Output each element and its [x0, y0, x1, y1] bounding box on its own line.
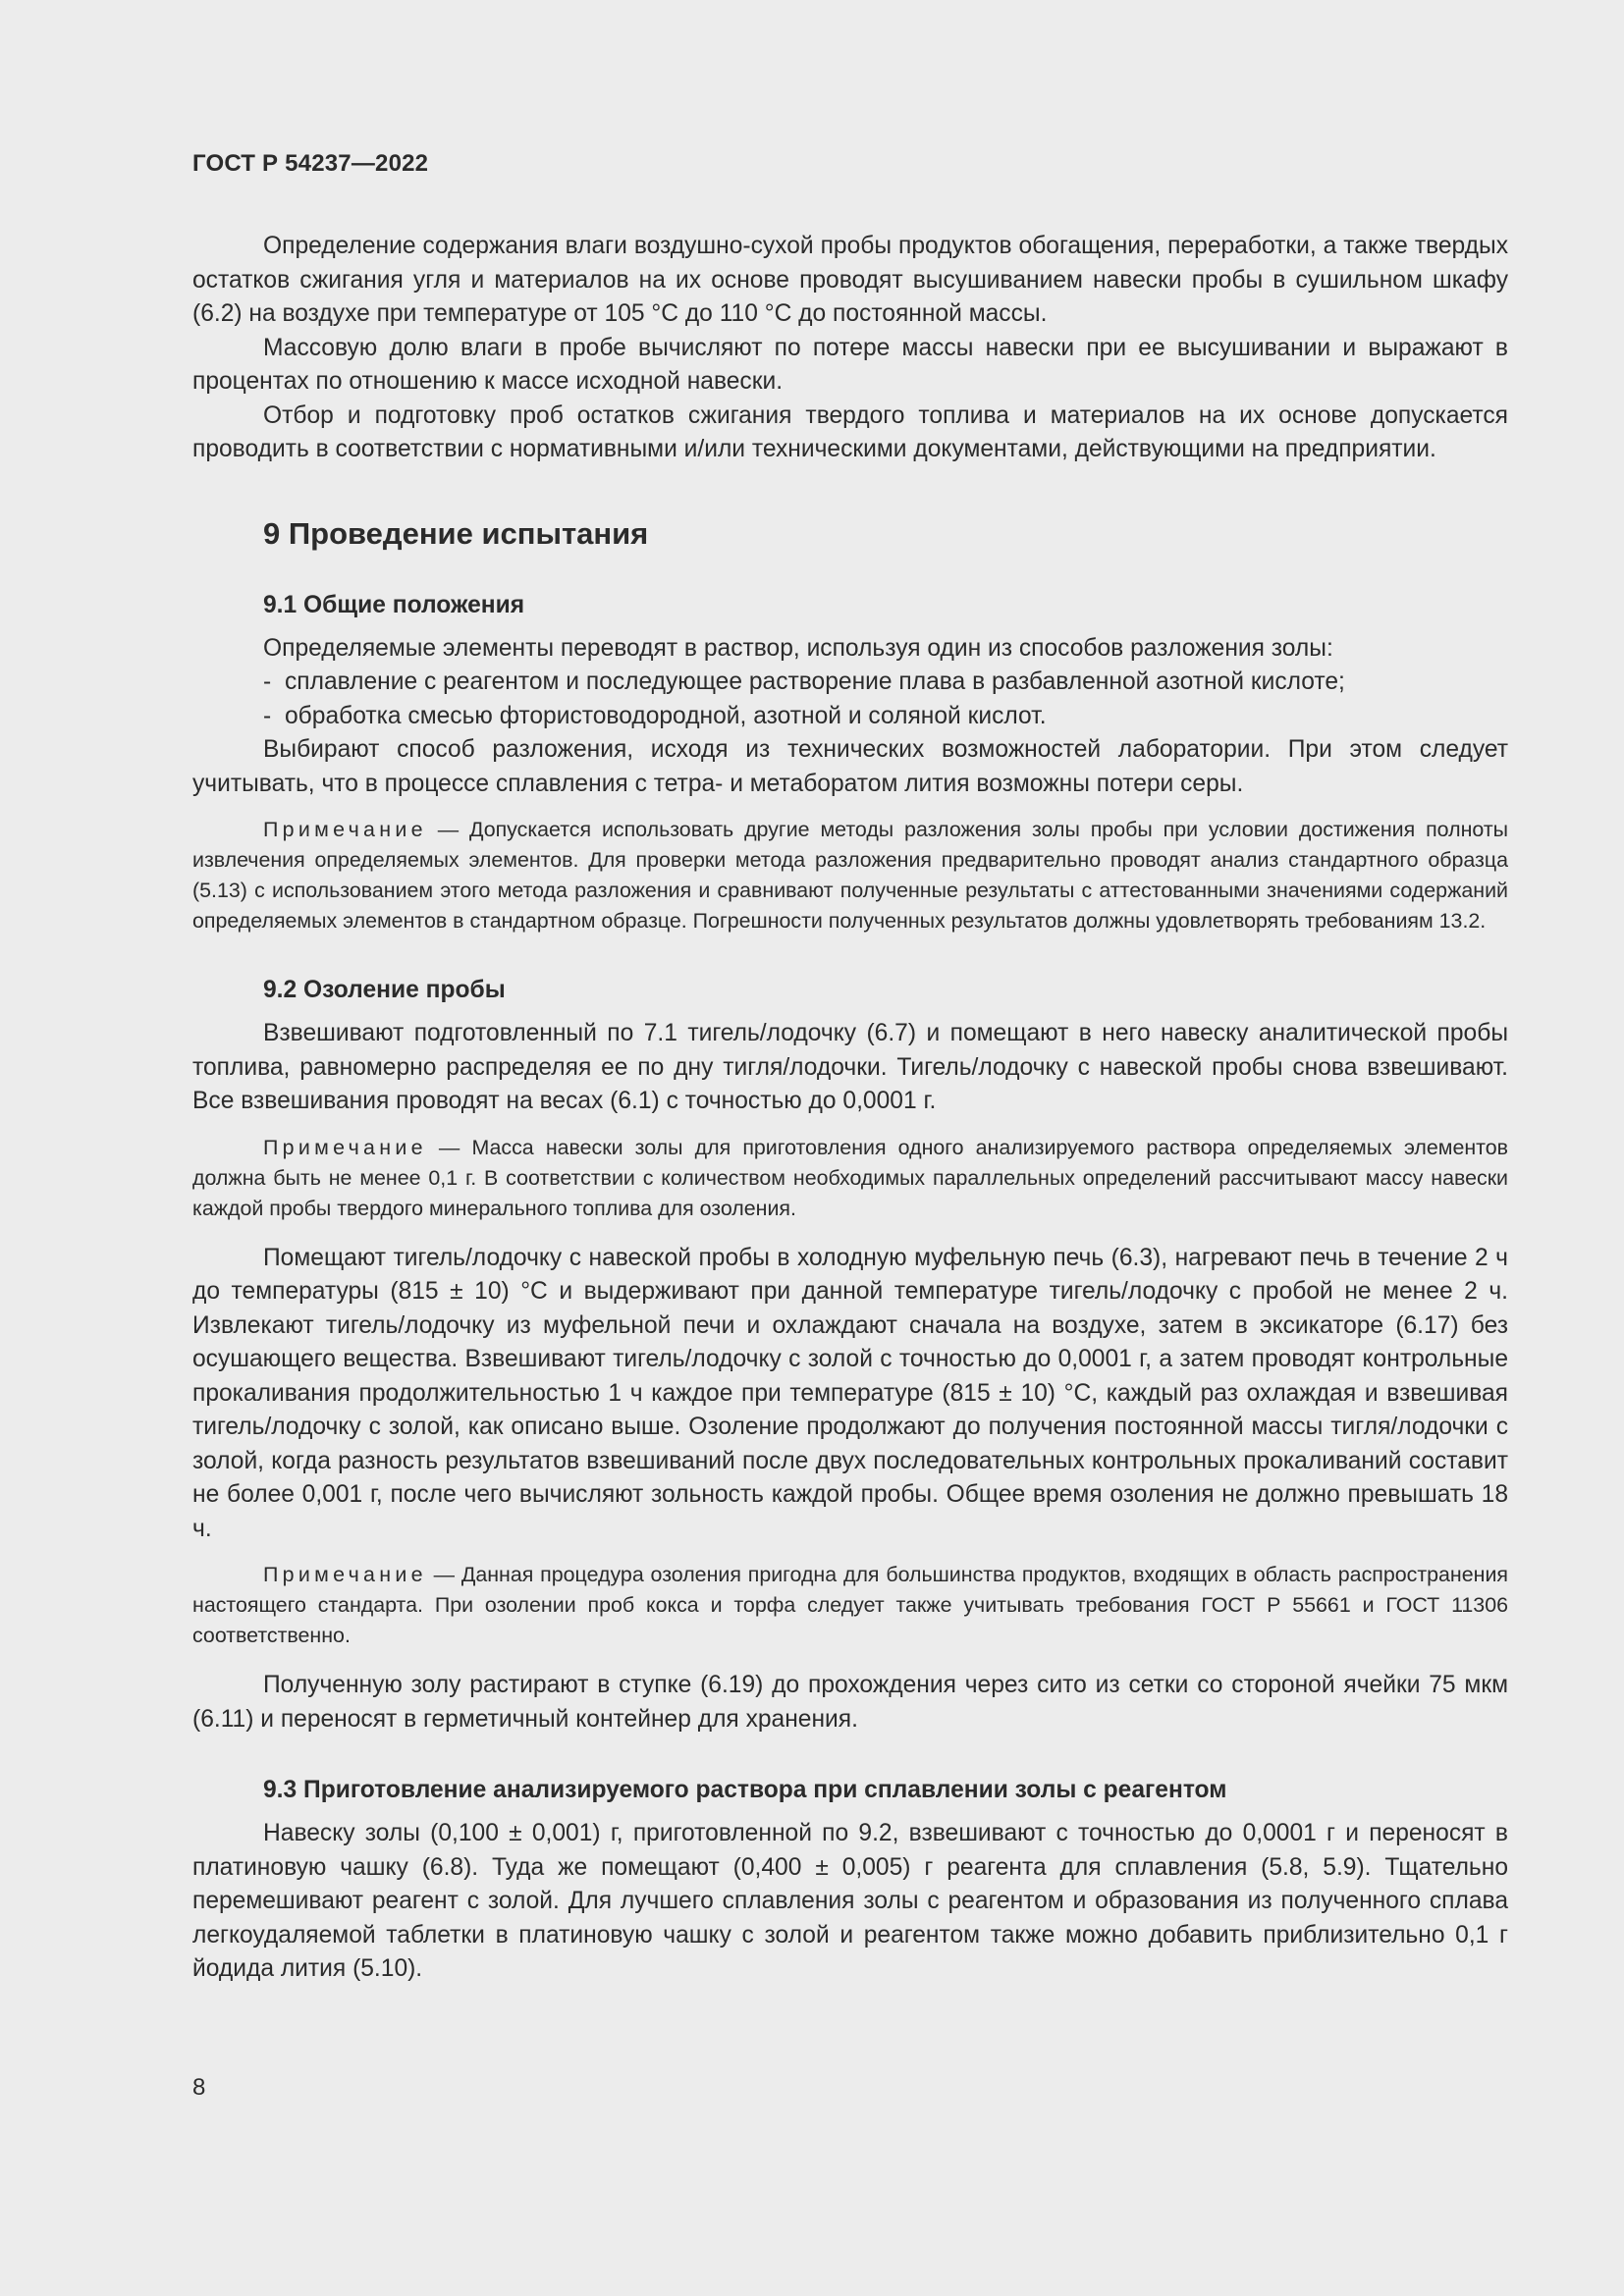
note-text: — Масса навески золы для приготовления одного анализируемого раствора определяемых элементов должна быть не менее 0,1 г. В соответствии с количеством необходимых параллельных определений рассчитывают массу навески каждой пробы твердого минерального топлива для озоления.	[192, 1135, 1508, 1220]
subsection-9-3-paragraph-1: Навеску золы (0,100 ± 0,001) г, приготовленной по 9.2, взвешивают с точностью до 0,0001 г и переносят в платиновую чашку (6.8). Туда же помещают (0,400 ± 0,005) г реагента для сплавления (5.8, 5.9). Тщательно перемешивают реагент с золой. Для лучшего сплавления золы с реагентом и образования из полученного сплава легкоудаляемой таблетки в платиновую чашку с золой и реагентом также можно добавить приблизительно 0,1 г йодида лития (5.10).	[192, 1820, 1508, 1982]
intro-paragraph-1: Определение содержания влаги воздушно-сухой пробы продуктов обогащения, переработки, а также твердых остатков сжигания угля и материалов на их основе проводят высушиванием навески пробы в сушильном шкафу (6.2) на воздухе при температуре от 105 °С до 110 °С до постоянной массы.	[192, 233, 1508, 327]
document-header-id: ГОСТ Р 54237—2022	[192, 150, 429, 177]
section-9-heading: 9 Проведение испытания	[263, 515, 649, 551]
list-item-text: сплавление с реагентом и последующее растворение плава в разбавленной азотной кислоте;	[285, 668, 1345, 695]
note-label: Примечание	[263, 1563, 427, 1586]
list-item-text: обработка смесью фтористоводородной, азотной и соляной кислот.	[285, 702, 1047, 729]
intro-section	[192, 230, 1508, 467]
subsection-9-1-paragraph-2: Выбирают способ разложения, исходя из технических возможностей лаборатории. При этом следует учитывать, что в процессе сплавления с тетра- и метаборатом лития возможны потери серы.	[192, 736, 1508, 797]
subsection-9-2-heading: 9.2 Озоление пробы	[263, 977, 506, 1003]
document-page	[192, 147, 1508, 1987]
list-dash: -	[263, 668, 272, 695]
note-label: Примечание	[263, 1135, 427, 1159]
list-item	[263, 700, 1508, 734]
subsection-9-1-lead: Определяемые элементы переводят в раствор, используя один из способов разложения золы:	[263, 634, 1333, 662]
subsection-9-2-paragraph-3: Полученную золу растирают в ступке (6.19) до прохождения через сито из сетки со стороной ячейки 75 мкм (6.11) и переносят в герметичный контейнер для хранения.	[192, 1672, 1508, 1733]
intro-paragraph-3: Отбор и подготовку проб остатков сжигания твердого топлива и материалов на их основе допускается проводить в соответствии с нормативными и/или техническими документами, действующими на предприятии.	[192, 401, 1508, 462]
list-dash: -	[263, 702, 272, 729]
page-number: 8	[192, 2074, 206, 2101]
note-text: — Допускается использовать другие методы разложения золы пробы при условии достижения полноты извлечения определяемых элементов. Для проверки метода разложения предварительно проводят анализ стандартного образца (5.13) с использованием этого метода разложения и сравнивают полученные результаты с аттестованными значениями содержаний определяемых элементов в стандартном образце. Погрешности полученных результатов должны удовлетворять требованиям 13.2.	[192, 818, 1508, 933]
subsection-9-2	[192, 974, 1508, 1736]
subsection-9-1-heading: 9.1 Общие положения	[263, 591, 525, 618]
subsection-9-3	[192, 1774, 1508, 1987]
subsection-9-2-paragraph-2: Помещают тигель/лодочку с навеской пробы в холодную муфельную печь (6.3), нагревают печь в течение 2 ч до температуры (815 ± 10) °С и выдерживают при данной температуре тигель/лодочку с пробой не менее 2 ч. Извлекают тигель/лодочку из муфельной печи и охлаждают сначала на воздухе, затем в эксикаторе (6.17) без осушающего вещества. Взвешивают тигель/лодочку с золой с точностью до 0,0001 г, а затем проводят контрольные прокаливания продолжительностью 1 ч каждое при температуре (815 ± 10) °С, каждый раз охлаждая и взвешивая тигель/лодочку с золой, как описано выше. Озоление продолжают до получения постоянной массы тигля/лодочки с золой, когда разность результатов взвешиваний после двух последовательных контрольных прокаливаний составит не более 0,001 г, после чего вычисляют зольность каждой пробы. Общее время озоления не должно превышать 18 ч.	[192, 1244, 1508, 1542]
note-text: — Данная процедура озоления пригодна для большинства продуктов, входящих в область распространения настоящего стандарта. При озолении проб кокса и торфа следует также учитывать требования ГОСТ Р 55661 и ГОСТ 11306 соответственно.	[192, 1563, 1508, 1647]
note-9-2-1	[192, 1133, 1508, 1224]
note-label: Примечание	[263, 818, 427, 841]
subsection-9-3-heading: 9.3 Приготовление анализируемого раствора при сплавлении золы с реагентом	[263, 1777, 1227, 1803]
note-9-2-2	[192, 1560, 1508, 1651]
subsection-9-1	[192, 589, 1508, 937]
subsection-9-2-paragraph-1: Взвешивают подготовленный по 7.1 тигель/лодочку (6.7) и помещают в него навеску аналитической пробы топлива, равномерно распределяя ее по дну тигля/лодочки. Тигель/лодочку с навеской пробы снова взвешивают. Все взвешивания проводят на весах (6.1) с точностью до 0,0001 г.	[192, 1020, 1508, 1114]
note-9-1	[192, 815, 1508, 936]
intro-paragraph-2: Массовую долю влаги в пробе вычисляют по потере массы навески при ее высушивании и выражают в процентах по отношению к массе исходной навески.	[192, 334, 1508, 395]
list-item	[263, 666, 1508, 700]
